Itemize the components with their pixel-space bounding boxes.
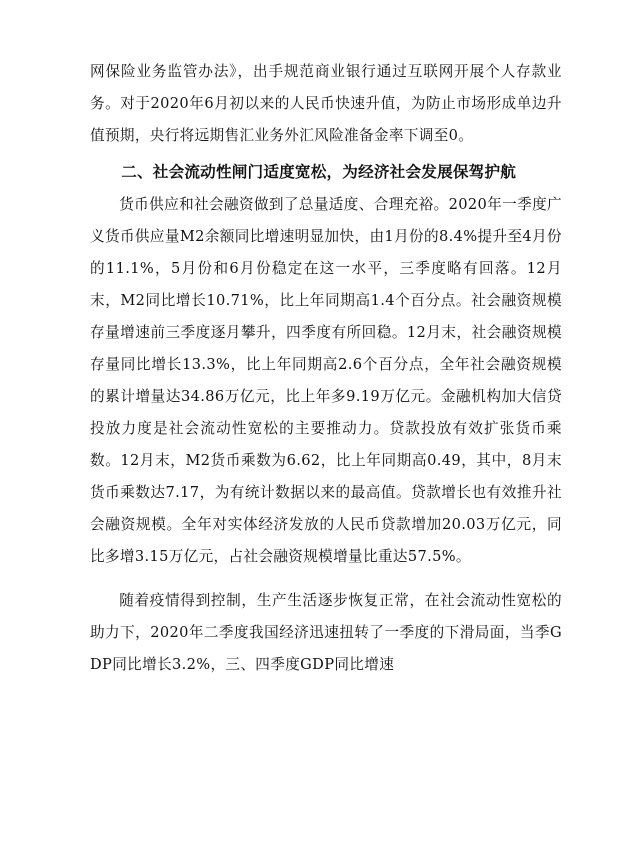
paragraph-economic-recovery: 随着疫情得到控制，生产生活逐步恢复正常，在社会流动性宽松的助力下，2020年二季度我国经济迅速扭转了一季度的下滑局面，当季GDP同比增长3.2%，三、四季度GDP同比增速 (90, 592, 562, 673)
paragraph-continuation: 网保险业务监管办法》，出手规范商业银行通过互联网开展个人存款业务。对于2020年6月初以来的人民币快速升值，为防止市场形成单边升值预期，央行将远期售汇业务外汇风险准备金率下调至0。 (90, 63, 562, 144)
document-body (90, 56, 562, 681)
paragraph-spacing (90, 573, 562, 585)
paragraph-money-supply: 货币供应和社会融资做到了总量适度、合理充裕。2020年一季度广义货币供应量M2余额同比增速明显加快，由1月份的8.4%提升至4月份的11.1%，5月份和6月份稳定在这一水平，三季度略有回落。12月末，M2同比增长10.71%，比上年同期高1.4个百分点。社会融资规模存量增速前三季度逐月攀升，四季度有所回稳。12月末，社会融资规模存量同比增长13.3%，比上年同期高2.6个百分点，全年社会融资规模的累计增量达34.86万亿元，比上年多9.19万亿元。金融机构加大信贷投放力度是社会流动性宽松的主要推动力。贷款投放有效扩张货币乘数。12月末，M2货币乘数为6.62，比上年同期高0.49，其中，8月末货币乘数达7.17，为有统计数据以来的最高值。贷款增长也有效推升社会融资规模。全年对实体经济发放的人民币贷款增加20.03万亿元，同比多增3.15万亿元，占社会融资规模增量比重达57.5%。 (90, 196, 562, 565)
section-heading: 二、社会流动性闸门适度宽松，为经济社会发展保驾护航 (121, 163, 517, 181)
